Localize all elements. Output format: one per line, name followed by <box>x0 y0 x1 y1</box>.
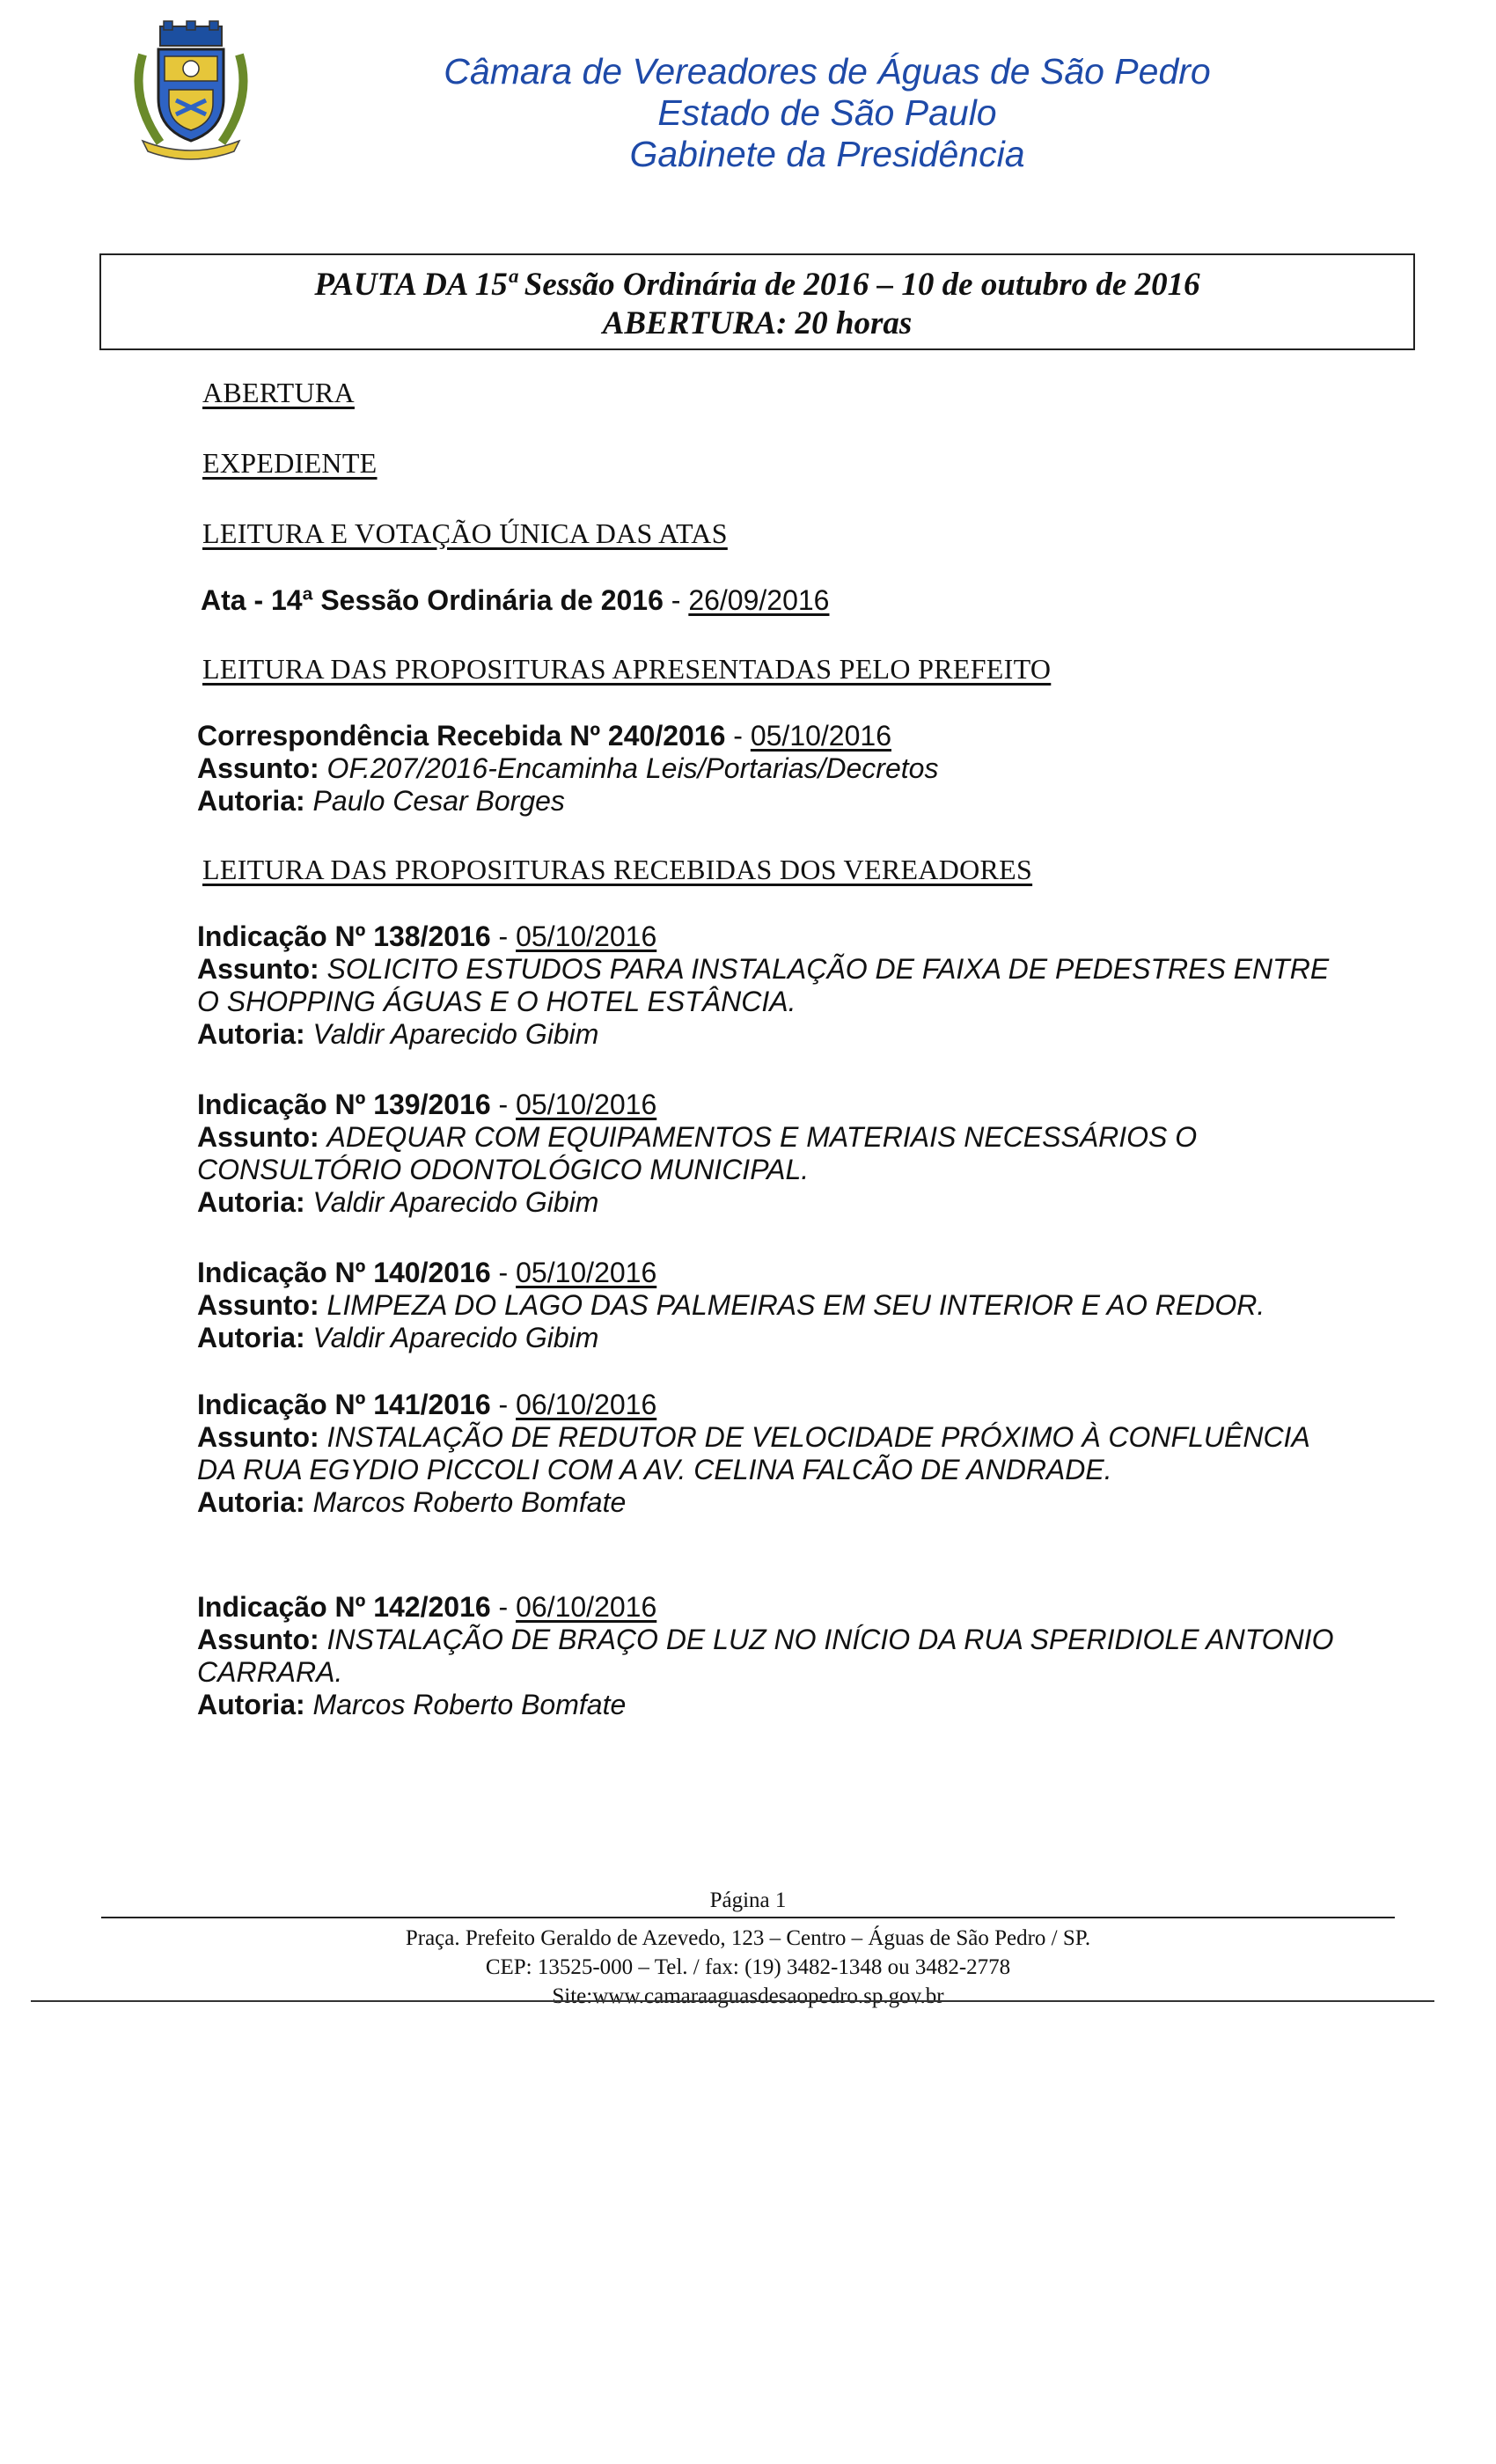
ata-date: 26/09/2016 <box>688 584 830 616</box>
indicacao-label: Indicação Nº 139/2016 <box>197 1089 491 1120</box>
indicacao-entry <box>197 1591 1412 1721</box>
footer-contact: CEP: 13525-000 – Tel. / fax: (19) 3482-1348 ou 3482-2778 <box>485 1955 1011 1979</box>
indicacao-date: 05/10/2016 <box>516 920 657 952</box>
header-state: Estado de São Paulo <box>657 92 997 133</box>
indicacao-assunto-continuation: CARRARA. <box>197 1656 343 1688</box>
indicacao-assunto: INSTALAÇÃO DE BRAÇO DE LUZ NO INÍCIO DA RUA SPERIDIOLE ANTONIO <box>326 1624 1334 1655</box>
assunto-label: Assunto: <box>197 1121 319 1153</box>
coat-of-arms-logo <box>125 19 257 160</box>
section-abertura: ABERTURA <box>202 377 355 408</box>
header-institution-name: Câmara de Vereadores de Águas de São Pedro <box>444 51 1211 92</box>
indicacao-autoria: Valdir Aparecido Gibim <box>312 1018 599 1050</box>
assunto-label: Assunto: <box>197 1289 319 1321</box>
indicacao-separator: - <box>490 1591 517 1623</box>
correspondencia-label: Correspondência Recebida Nº 240/2016 <box>197 720 726 752</box>
correspondencia-date: 05/10/2016 <box>750 720 891 752</box>
autoria-label: Autoria: <box>197 1018 305 1050</box>
indicacao-autoria: Marcos Roberto Bomfate <box>312 1486 627 1518</box>
assunto-label: Assunto: <box>197 1624 319 1655</box>
ata-entry <box>201 584 829 617</box>
footer-site: Site:www.camaraaguasdesaopedro.sp.gov.br <box>552 1984 944 2008</box>
indicacao-assunto-continuation: O SHOPPING ÁGUAS E O HOTEL ESTÂNCIA. <box>197 986 796 1017</box>
correspondencia-separator: - <box>725 720 751 752</box>
indicacao-date: 06/10/2016 <box>516 1591 657 1623</box>
institution-header <box>387 51 1267 175</box>
header-office: Gabinete da Presidência <box>629 134 1025 174</box>
indicacao-separator: - <box>490 1389 517 1420</box>
autoria-label: Autoria: <box>197 785 305 817</box>
page-number: Página 1 <box>709 1888 787 1912</box>
correspondencia-assunto: OF.207/2016-Encaminha Leis/Portarias/Decretos <box>326 752 939 784</box>
indicacao-label: Indicação Nº 138/2016 <box>197 920 491 952</box>
footer-address-block <box>0 1924 1496 2011</box>
section-vereadores: LEITURA DAS PROPOSITURAS RECEBIDAS DOS VEREADORES <box>202 854 1033 885</box>
indicacao-label: Indicação Nº 141/2016 <box>197 1389 491 1420</box>
ata-label: Ata - 14ª Sessão Ordinária de 2016 <box>201 584 664 616</box>
indicacao-assunto: INSTALAÇÃO DE REDUTOR DE VELOCIDADE PRÓXIMO À CONFLUÊNCIA <box>326 1421 1310 1453</box>
indicacao-label: Indicação Nº 142/2016 <box>197 1591 491 1623</box>
assunto-label: Assunto: <box>197 1421 319 1453</box>
autoria-label: Autoria: <box>197 1486 305 1518</box>
indicacao-date: 06/10/2016 <box>516 1389 657 1420</box>
indicacao-assunto: LIMPEZA DO LAGO DAS PALMEIRAS EM SEU INTERIOR E AO REDOR. <box>326 1289 1265 1321</box>
footer-divider <box>101 1917 1395 1918</box>
indicacao-assunto: SOLICITO ESTUDOS PARA INSTALAÇÃO DE FAIXA DE PEDESTRES ENTRE <box>326 953 1330 985</box>
indicacao-autoria: Marcos Roberto Bomfate <box>312 1689 627 1720</box>
section-expediente: EXPEDIENTE <box>202 447 378 479</box>
indicacao-assunto-continuation: CONSULTÓRIO ODONTOLÓGICO MUNICIPAL. <box>197 1154 810 1185</box>
indicacao-entry <box>197 1089 1412 1219</box>
indicacao-assunto-continuation: DA RUA EGYDIO PICCOLI COM A AV. CELINA FALCÃO DE ANDRADE. <box>197 1454 1112 1485</box>
indicacao-autoria: Valdir Aparecido Gibim <box>312 1322 599 1353</box>
indicacao-separator: - <box>490 1257 517 1288</box>
indicacao-date: 05/10/2016 <box>516 1257 657 1288</box>
assunto-label: Assunto: <box>197 953 319 985</box>
section-prefeito: LEITURA DAS PROPOSITURAS APRESENTADAS PELO PREFEITO <box>202 653 1052 685</box>
session-opening-time: ABERTURA: 20 horas <box>602 305 913 341</box>
indicacao-separator: - <box>490 1089 517 1120</box>
indicacao-assunto: ADEQUAR COM EQUIPAMENTOS E MATERIAIS NECESSÁRIOS O <box>326 1121 1198 1153</box>
correspondencia-entry <box>197 720 1412 818</box>
indicacao-entry <box>197 1257 1412 1354</box>
autoria-label: Autoria: <box>197 1322 305 1353</box>
ata-separator: - <box>663 584 689 616</box>
autoria-label: Autoria: <box>197 1186 305 1218</box>
indicacao-label: Indicação Nº 140/2016 <box>197 1257 491 1288</box>
footer-address: Praça. Prefeito Geraldo de Azevedo, 123 – Centro – Águas de São Pedro / SP. <box>405 1926 1091 1950</box>
indicacao-entry <box>197 1389 1412 1519</box>
section-atas: LEITURA E VOTAÇÃO ÚNICA DAS ATAS <box>202 517 728 549</box>
footer-bottom-divider <box>31 2000 1434 2002</box>
indicacao-date: 05/10/2016 <box>516 1089 657 1120</box>
session-title: PAUTA DA 15ª Sessão Ordinária de 2016 – 10 de outubro de 2016 <box>314 267 1200 303</box>
indicacao-entry <box>197 920 1412 1051</box>
indicacao-separator: - <box>490 920 517 952</box>
autoria-label: Autoria: <box>197 1689 305 1720</box>
session-title-box <box>99 253 1415 350</box>
indicacao-autoria: Valdir Aparecido Gibim <box>312 1186 599 1218</box>
assunto-label: Assunto: <box>197 752 319 784</box>
correspondencia-autoria: Paulo Cesar Borges <box>312 785 565 817</box>
